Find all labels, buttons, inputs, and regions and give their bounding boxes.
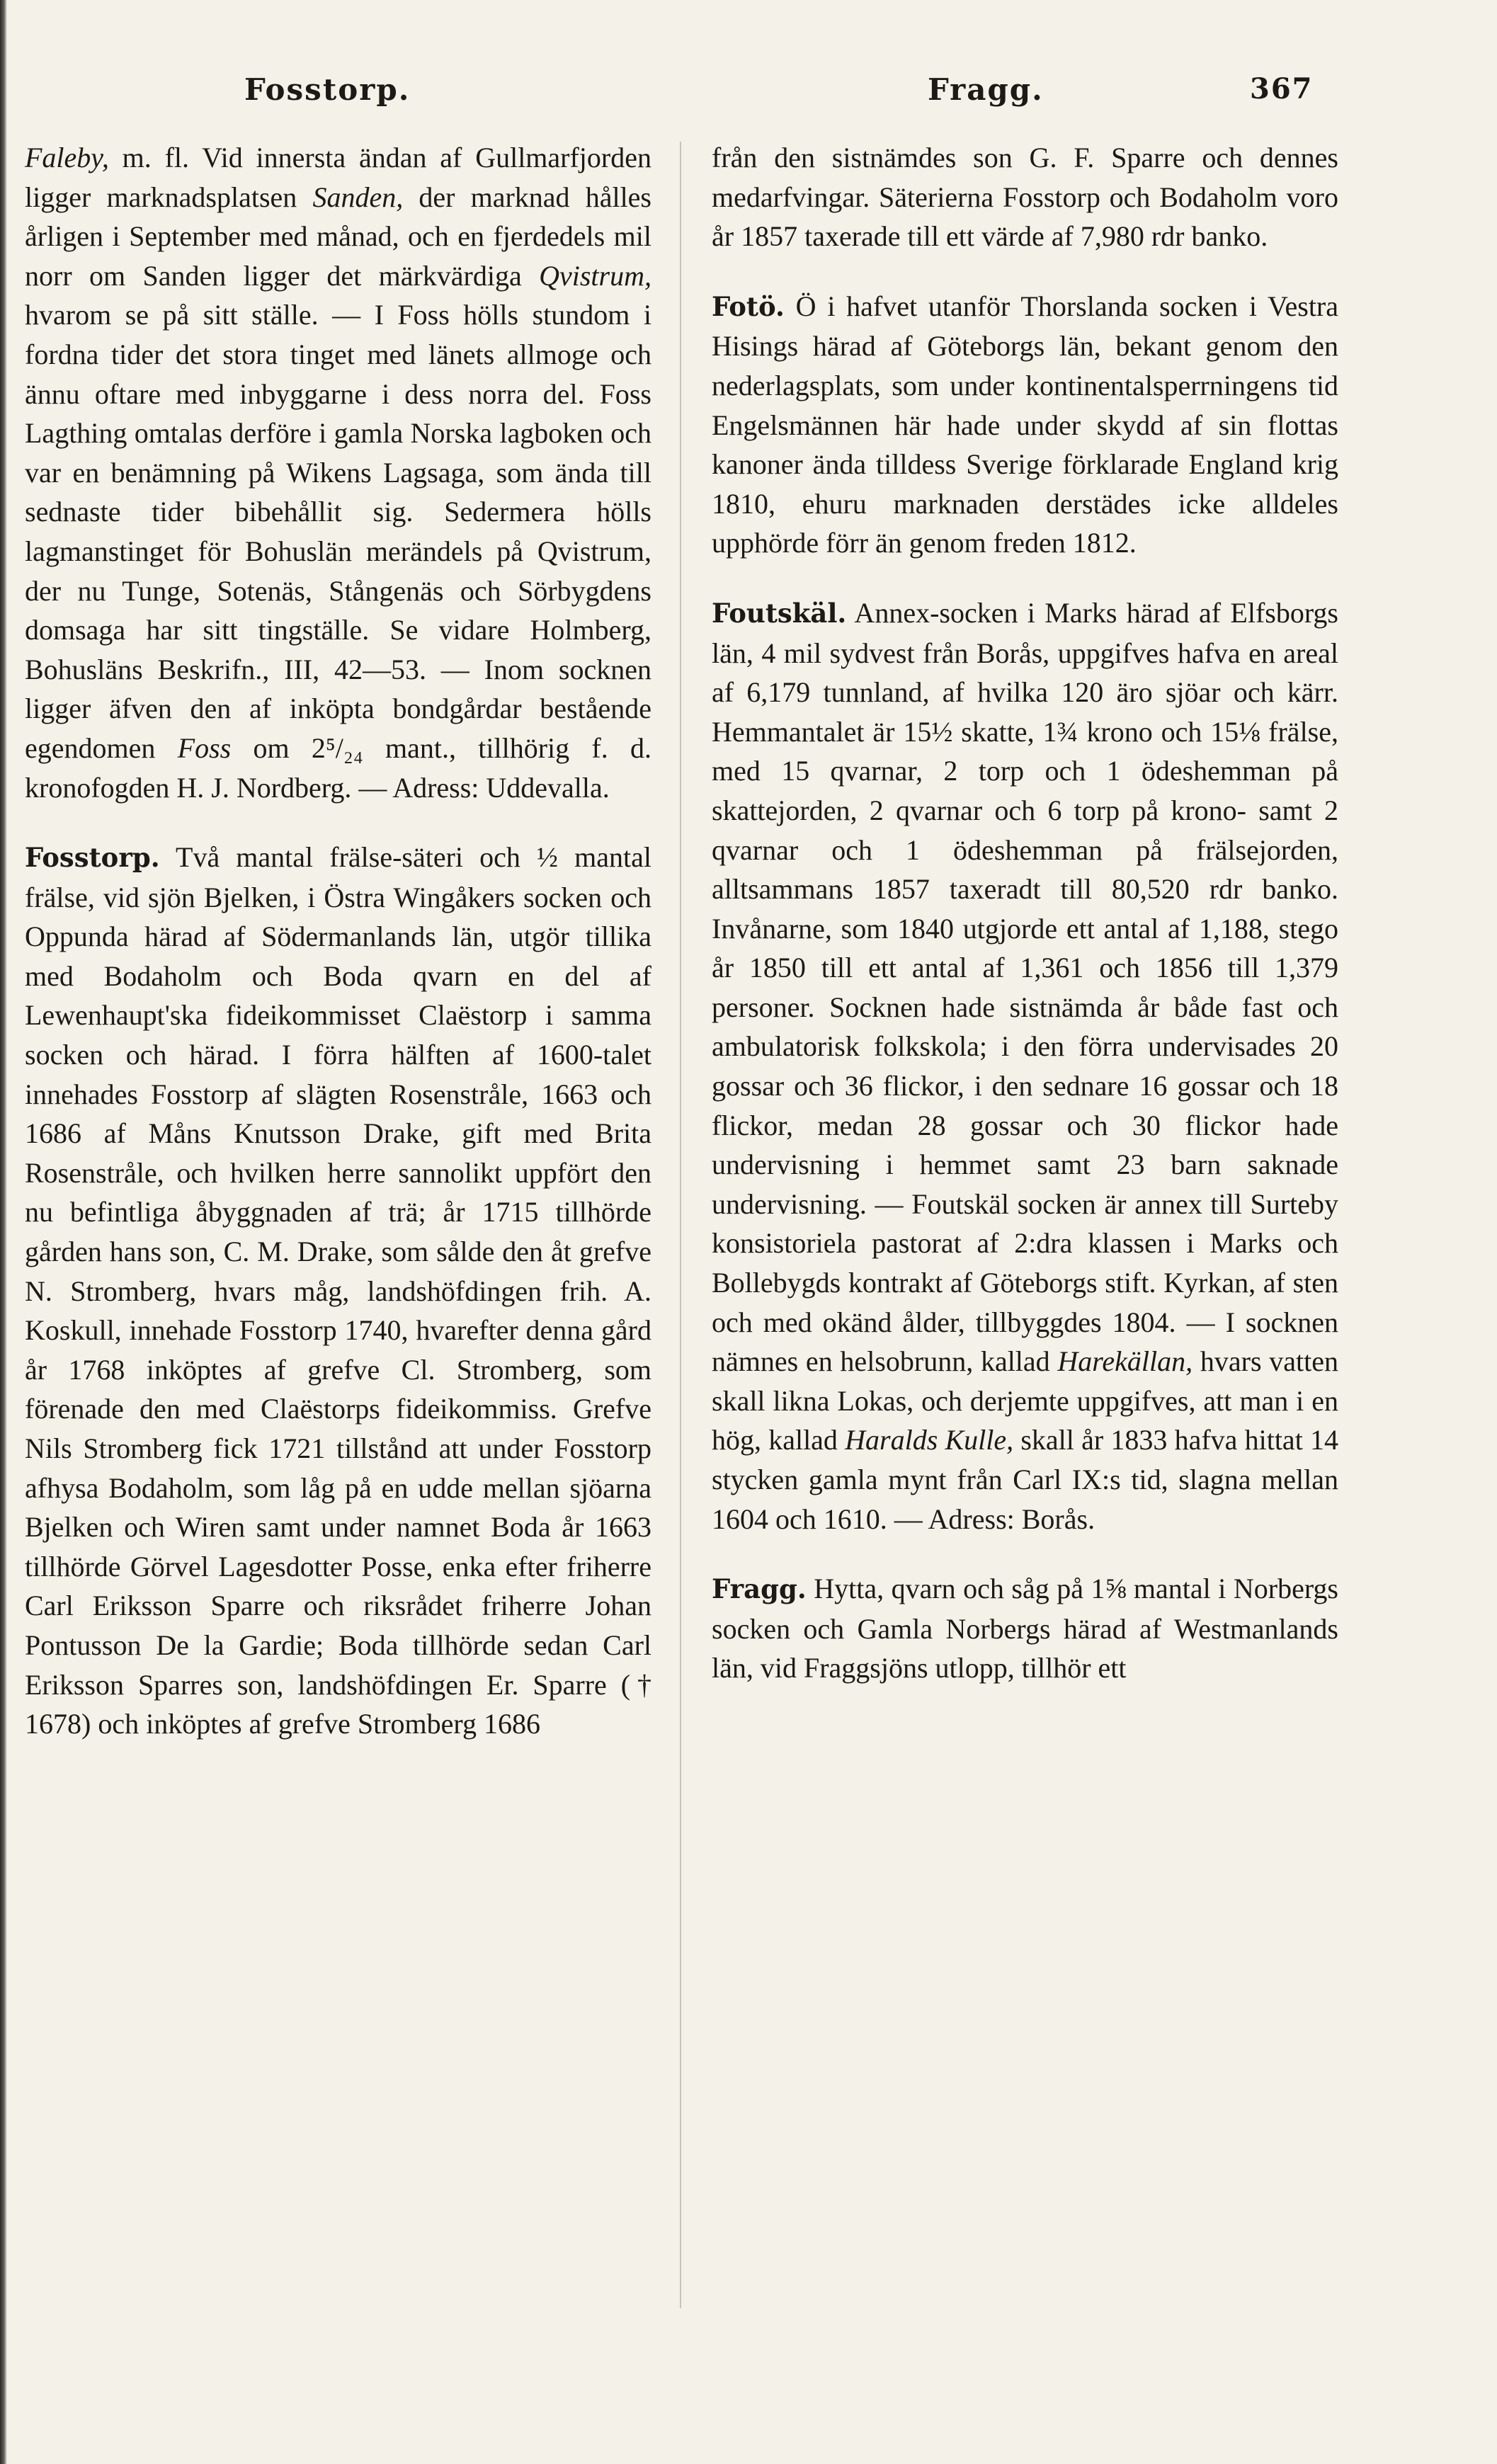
entry-headword: Fosstorp. — [25, 842, 160, 874]
running-head-left: Fosstorp. — [244, 72, 411, 107]
body-text: der marknad hålles årligen i September med månad, och en fjerdedels mil norr om Sanden ligger det märkvärdiga — [25, 181, 651, 292]
entry-paragraph — [712, 1569, 1338, 1688]
left-column — [25, 138, 651, 1744]
body-text: hvarom se på sitt ställe. — I Foss hölls stundom i fordna tider det stora tinget med länets allmoge och ännu oftare med inbyggarne i dess norra del. Foss Lagthing omtalas derföre i gamla Norska lagboken och var en benämning på Wikens Lagsaga, som ända till sednaste tider bibehållit sig. Sedermera hölls lagmanstinget för Bohuslän merändels på Qvistrum, der nu Tunge, Sotenäs, Stångenäs och Sörbygdens domsaga har sitt tingställe. Se vidare Holmberg, Bohusläns Beskrifn., III, 42—53. — Inom socknen ligger äfven den af inköpta bondgårdar bestående egendomen — [25, 299, 651, 764]
entry-paragraph — [712, 593, 1338, 1539]
entry-paragraph — [25, 838, 651, 1744]
body-text: Två mantal frälse-säteri och ½ mantal frälse, vid sjön Bjelken, i Östra Wingåkers socken och Oppunda härad af Södermanlands län, utgör tillika med Bodaholm och Boda qvarn en del af Lewenhaupt'ska fideikommisset Claëstorp i samma socken och härad. I förra hälften af 1600-talet innehades Fosstorp af slägten Rosenstråle, 1663 och 1686 af Måns Knutsson Drake, gift med Brita Rosenstråle, och hvilken herre sannolikt uppfört den nu befintliga åbyggnaden af trä; år 1715 tillhörde gården hans son, C. M. Drake, som sålde den åt grefve N. Stromberg, hvars måg, landshöfdingen frih. A. Koskull, innehade Fosstorp 1740, hvarefter denna gård år 1768 inköptes af grefve Cl. Stromberg, som förenade den med Claëstorps fideikommiss. Grefve Nils Stromberg fick 1721 tillstånd att under Fosstorp afhysa Bodaholm, som låg på en udde mellan sjöarna Bjelken och Wiren samt under namnet Boda år 1663 tillhörde Görvel Lagesdotter Posse, enka efter friherre Carl Eriksson Sparre och riksrådet friherre Johan Pontusson De la Gardie; Boda tillhörde sedan Carl Eriksson Sparres son, landshöfdingen Er. Sparre († 1678) och inköptes af grefve Stromberg 1686 — [25, 841, 651, 1740]
body-text: hvars vatten skall likna Lokas, och derjemte uppgifves, att man i en hög, kallad — [712, 1345, 1338, 1456]
column-divider — [680, 142, 681, 2308]
italic-term: Haralds Kulle, — [845, 1424, 1014, 1456]
body-text: Ö i hafvet utanför Thorslanda socken i Vestra Hisings härad af Göteborgs län, bekant genom den nederlagsplats, som under kontinentalsperrningens tid Engelsmännen här hade under skydd af sin flottas kanoner ända tilldess Sverige förklarade England krig 1810, ehuru marknaden derstädes icke alldeles upphörde förr än genom freden 1812. — [712, 290, 1338, 559]
italic-term: Faleby, — [25, 142, 109, 173]
body-text: skall år 1833 hafva hittat 14 stycken gamla mynt från Carl IX:s tid, slagna mellan 1604 och 1610. — Adress: Borås. — [712, 1424, 1339, 1535]
italic-term: Harekällan, — [1057, 1345, 1193, 1378]
page-number: 367 — [1250, 72, 1314, 105]
body-text: m. fl. Vid innersta ändan af Gullmarfjorden ligger marknadsplatsen — [25, 142, 651, 213]
page-edge-shadow — [0, 0, 7, 2464]
italic-term: Sanden, — [312, 181, 404, 213]
body-text: Annex-socken i Marks härad af Elfsborgs län, 4 mil sydvest från Borås, uppgifves hafva en areal af 6,179 tunnland, af hvilka 120 äro sjöar och kärr. Hemmantalet är 15½ skatte, 1¾ krono och 15⅛ frälse, med 15 qvarnar, 2 torp och 1 ödeshemman på skattejorden, 2 qvarnar och 6 torp på krono- samt 2 qvarnar och 1 ödeshemman på frälsejorden, alltsammans 1857 taxeradt till 80,520 rdr banko. Invånarne, som 1840 utgjorde ett antal af 1,188, stego år 1850 till ett antal af 1,361 och 1856 till 1,379 personer. Socknen hade sistnämda år både fast och ambulatorisk folkskola; i den förra undervisades 20 gossar och 36 flickor, i den sednare 16 gossar och 18 flickor, medan 28 gossar och 30 flickor hade undervisning i hemmet samt 23 barn saknade undervisning. — Foutskäl socken är annex till Surteby konsistoriela pastorat af 2:dra klassen i Marks och Bollebygds kontrakt af Göteborgs stift. Kyrkan, af sten och med okänd ålder, tillbyggdes 1804. — I socknen nämnes en helsobrunn, kallad — [712, 596, 1338, 1378]
entry-headword: Fragg. — [712, 1573, 807, 1605]
entry-paragraph — [712, 138, 1338, 256]
entry-headword: Fotö. — [712, 290, 785, 322]
right-column — [712, 138, 1338, 1688]
entry-headword: Foutskäl. — [712, 597, 847, 629]
italic-term: Foss — [177, 731, 232, 764]
body-text: från den sistnämdes son G. F. Sparre och dennes medarfvingar. Säterierna Fosstorp och Bodaholm voro år 1857 taxerade till ett värde af 7,980 rdr banko. — [712, 142, 1338, 253]
running-head-right: Fragg. — [928, 72, 1044, 107]
body-text: om 2⁵/₂₄ mant., tillhörig f. d. kronofogden H. J. Nordberg. — Adress: Uddevalla. — [25, 731, 652, 804]
entry-paragraph — [25, 138, 651, 807]
body-text: Hytta, qvarn och såg på 1⅝ mantal i Norbergs socken och Gamla Norbergs härad af Westmanlands län, vid Fraggsjöns utlopp, tillhör ett — [712, 1573, 1338, 1684]
italic-term: Qvistrum, — [539, 259, 651, 292]
entry-paragraph — [712, 287, 1338, 563]
